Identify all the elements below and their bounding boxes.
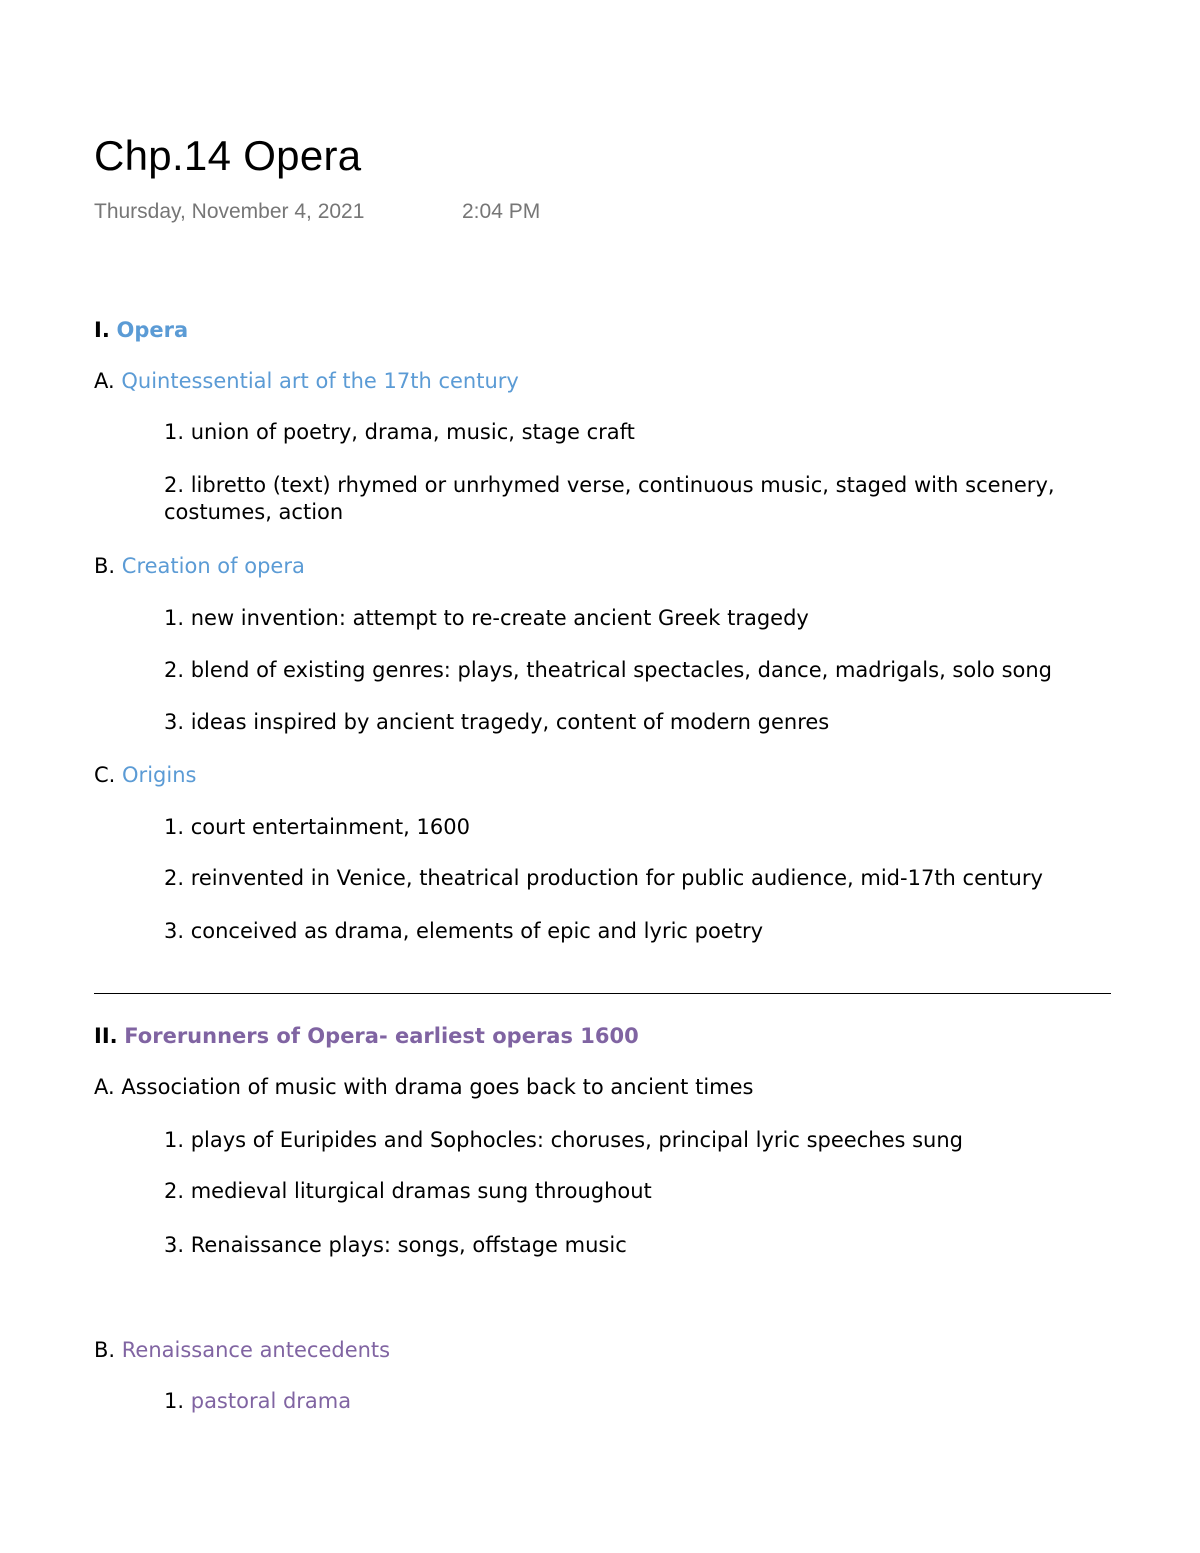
list-item: 2. blend of existing genres: plays, theatrical spectacles, dance, madrigals, solo song [164,658,1052,682]
section-title: Opera [116,318,189,342]
list-item: 2. reinvented in Venice, theatrical production for public audience, mid-17th century [164,866,1043,890]
outline-letter: C. [94,763,116,787]
page-title: Chp.14 Opera [94,132,362,179]
list-item: 2. medieval liturgical dramas sung throughout [164,1179,652,1203]
list-item: 3. ideas inspired by ancient tragedy, content of modern genres [164,710,830,734]
outline-heading: Quintessential art of the 17th century [121,369,519,393]
outline-item-c [94,762,196,789]
section-numeral: II. [94,1024,118,1048]
page-date: Thursday, November 4, 2021 [94,200,365,223]
list-item-text: pastoral drama [190,1389,352,1413]
outline-letter: A. [94,369,115,393]
list-item: 1. court entertainment, 1600 [164,815,470,839]
outline-item-a [94,1074,753,1101]
section-numeral: I. [94,318,110,342]
horizontal-divider [94,993,1111,994]
list-item-continuation: costumes, action [164,500,344,524]
list-item: 3. conceived as drama, elements of epic and lyric poetry [164,919,764,943]
list-item [164,1388,351,1415]
outline-heading: Renaissance antecedents [121,1338,391,1362]
list-item: 2. libretto (text) rhymed or unrhymed verse, continuous music, staged with scenery, [164,473,1055,497]
list-item: 1. union of poetry, drama, music, stage craft [164,420,635,444]
outline-heading: Creation of opera [121,554,305,578]
list-item: 1. plays of Euripides and Sophocles: choruses, principal lyric speeches sung [164,1128,963,1152]
outline-item-a [94,368,519,395]
section-heading-2 [94,1023,639,1050]
list-item-number: 1. [164,1389,185,1413]
list-item: 3. Renaissance plays: songs, offstage music [164,1233,627,1257]
outline-item-b [94,553,305,580]
outline-item-b [94,1337,390,1364]
outline-letter: B. [94,1338,116,1362]
outline-heading: Origins [122,763,197,787]
outline-heading: Association of music with drama goes back to ancient times [121,1075,754,1099]
outline-letter: A. [94,1075,115,1099]
section-title: Forerunners of Opera- earliest operas 1600 [124,1024,639,1048]
list-item: 1. new invention: attempt to re-create ancient Greek tragedy [164,606,809,630]
section-heading-1 [94,317,188,344]
page-time: 2:04 PM [462,200,541,223]
outline-letter: B. [94,554,116,578]
